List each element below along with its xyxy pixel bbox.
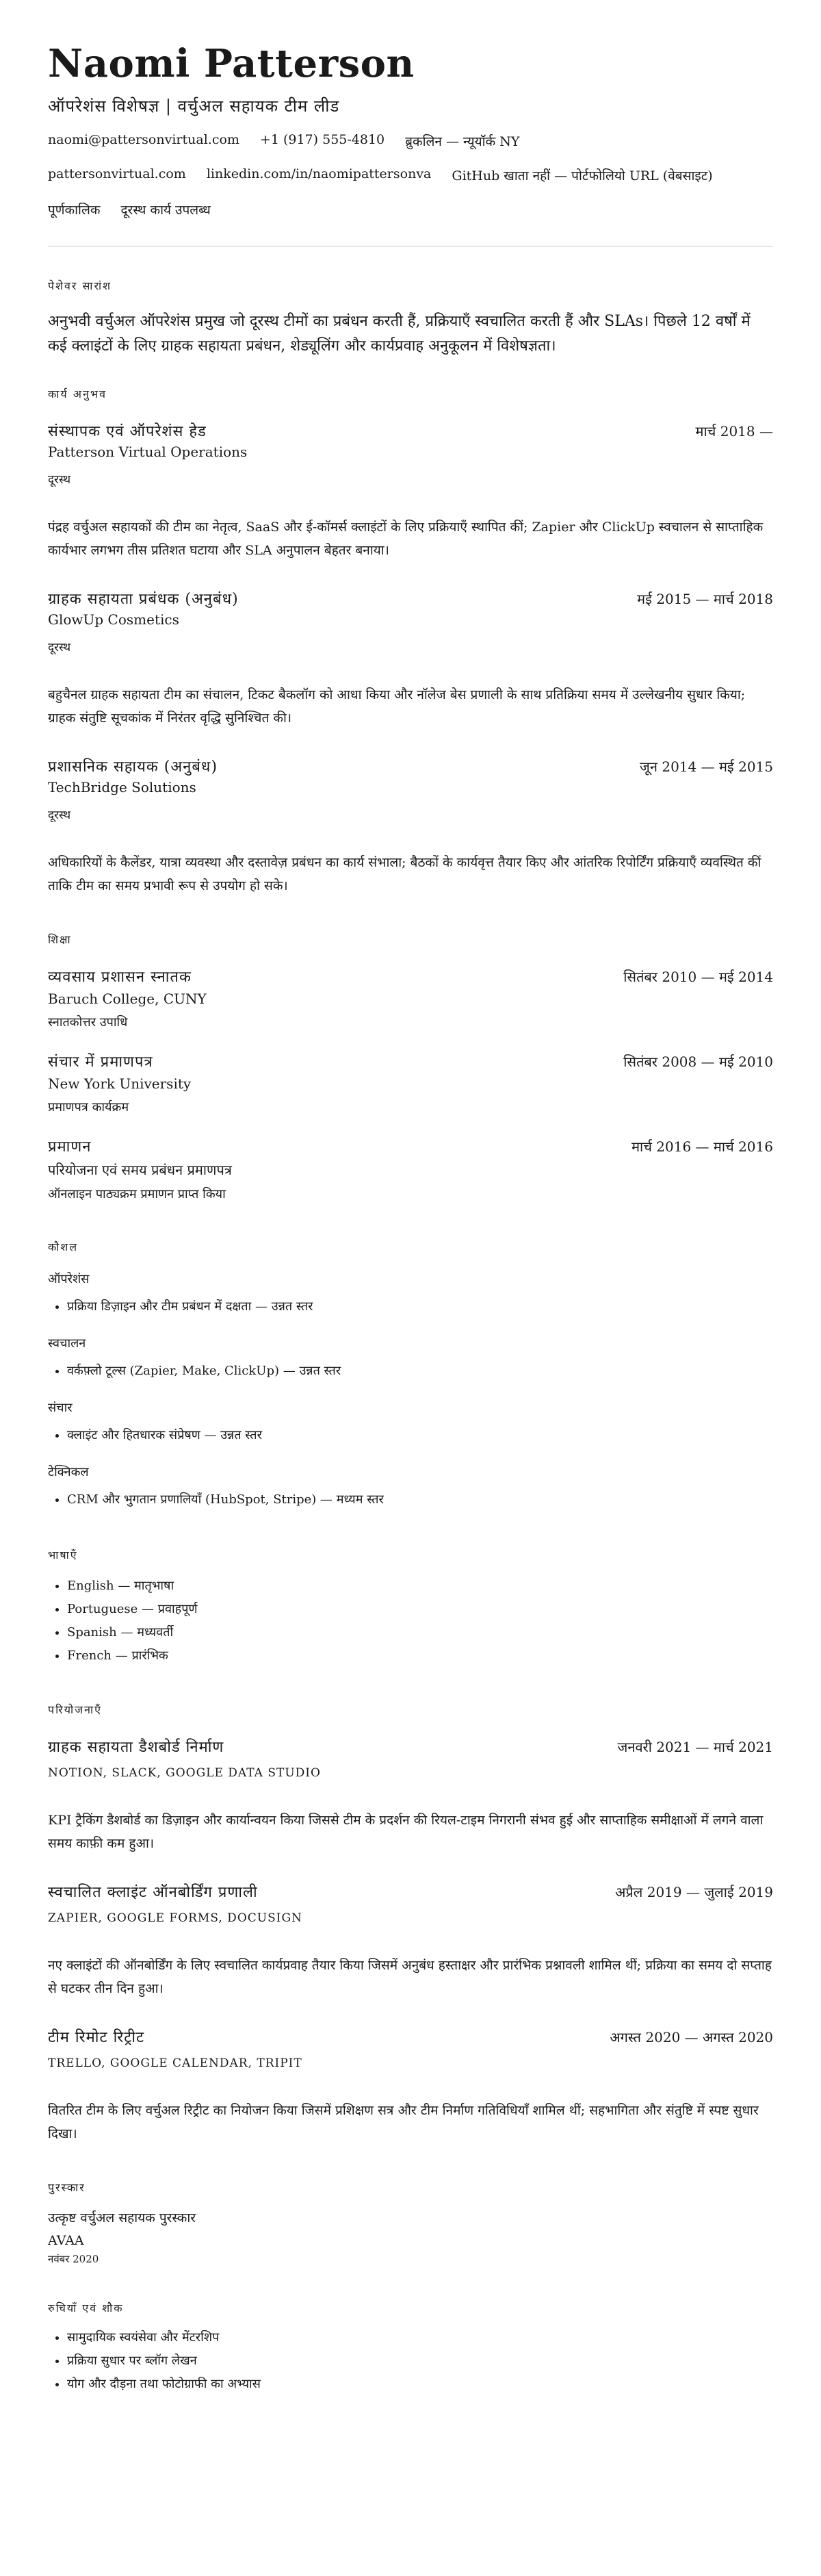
- skills-heading: कौशल: [48, 1240, 79, 1253]
- education-title: संचार में प्रमाणपत्र: [48, 1054, 153, 1071]
- summary-heading: पेशेवर सारांश: [48, 279, 112, 292]
- job-title: प्रशासनिक सहायक (अनुबंध): [48, 758, 218, 776]
- skill-item: • वर्कफ़्लो टूल्स (Zapier, Make, ClickUp) — उन्नत स्तर: [67, 1360, 773, 1383]
- phone-number: +1 (917) 555-4810: [259, 132, 385, 147]
- project-entry: [48, 2026, 773, 2145]
- education-entry: [48, 1051, 773, 1115]
- education-institution: परियोजना एवं समय प्रबंधन प्रमाणपत्र: [48, 1162, 232, 1178]
- projects-heading: परियोजनाएँ: [48, 1703, 102, 1716]
- language-item: • Spanish — मध्यवर्ती: [67, 1621, 773, 1644]
- job-entry: [48, 420, 773, 562]
- experience-heading: कार्य अनुभव: [48, 387, 107, 400]
- job-company: TechBridge Solutions: [48, 779, 196, 795]
- project-tools: NOTION, SLACK, GOOGLE DATA STUDIO: [48, 1766, 321, 1780]
- skill-item: • प्रक्रिया डिज़ाइन और टीम प्रबंधन में दक्षता — उन्नत स्तर: [67, 1295, 773, 1318]
- candidate-name: Naomi Patterson: [48, 41, 415, 86]
- project-entry: [48, 1881, 773, 2000]
- remote-availability: दूरस्थ कार्य उपलब्ध: [120, 203, 211, 218]
- education-dates: मार्च 2016 — मार्च 2016: [631, 1138, 773, 1155]
- job-description: पंद्रह वर्चुअल सहायकों की टीम का नेतृत्व, SaaS और ई-कॉमर्स क्लाइंटों के लिए प्रक्रियाएँ स्थापित कीं; Zapier और ClickUp स्वचालन से साप्ताहिक कार्यभार लगभग तीस प्रतिशत घटाया और SLA अनुपालन बेहतर बनाया।: [48, 520, 764, 558]
- linkedin-link[interactable]: linkedin.com/in/naomipattersonva: [206, 166, 432, 181]
- skill-group-title: स्वचालन: [48, 1336, 86, 1351]
- interests-heading: रुचियाँ एवं शौक: [48, 2301, 124, 2314]
- skill-group: [48, 1464, 773, 1512]
- contact-row-availability: [48, 201, 773, 218]
- award-entry: [48, 2208, 773, 2266]
- github-note: GitHub खाता नहीं — पोर्टफोलियो URL (वेबसाइट): [452, 168, 713, 183]
- project-description: नए क्लाइंटों की ऑनबोर्डिंग के लिए स्वचालित कार्यप्रवाह तैयार किया जिसमें अनुबंध हस्ताक्षर और प्रारंभिक प्रश्नावली शामिल थीं; प्रक्रिया का समय दो सप्ताह से घटकर तीन दिन हुआ।: [48, 1958, 772, 1996]
- job-location: दूरस्थ: [48, 641, 71, 654]
- job-dates: जून 2014 — मई 2015: [640, 758, 773, 775]
- skill-group: [48, 1335, 773, 1383]
- job-dates: मार्च 2018 —: [695, 423, 773, 439]
- project-dates: जनवरी 2021 — मार्च 2021: [617, 1739, 773, 1755]
- awards-heading: पुरस्कार: [48, 2181, 86, 2194]
- education-entry: [48, 966, 773, 1030]
- skill-group-title: संचार: [48, 1401, 73, 1415]
- education-title: प्रमाणन: [48, 1138, 92, 1156]
- project-title: ग्राहक सहायता डैशबोर्ड निर्माण: [48, 1739, 224, 1756]
- award-title: उत्कृष्ट वर्चुअल सहायक पुरस्कार: [48, 2210, 196, 2226]
- job-description: बहुचैनल ग्राहक सहायता टीम का संचालन, टिकट बैकलॉग को आधा किया और नॉलेज बेस प्रणाली के साथ प्रतिक्रिया समय में उल्लेखनीय सुधार किया; ग्राहक संतुष्टि सूचकांक में निरंतर वृद्धि सुनिश्चित की।: [48, 687, 746, 726]
- employment-type: पूर्णकालिक: [48, 203, 101, 218]
- candidate-headline: ऑपरेशंस विशेषज्ञ | वर्चुअल सहायक टीम लीड: [48, 97, 340, 116]
- education-institution: New York University: [48, 1075, 192, 1092]
- skill-group-title: टेक्निकल: [48, 1465, 89, 1479]
- project-tools: TRELLO, GOOGLE CALENDAR, TRIPIT: [48, 2056, 302, 2070]
- interest-item: • प्रक्रिया सुधार पर ब्लॉग लेखन: [67, 2349, 773, 2373]
- education-degree: प्रमाणपत्र कार्यक्रम: [48, 1100, 129, 1114]
- award-organization: AVAA: [48, 2233, 84, 2248]
- job-company: GlowUp Cosmetics: [48, 611, 179, 628]
- skill-item: • CRM और भुगतान प्रणालियाँ (HubSpot, Stripe) — मध्यम स्तर: [67, 1488, 773, 1512]
- job-company: Patterson Virtual Operations: [48, 444, 248, 460]
- location-text: ब्रुकलिन — न्यूयॉर्क NY: [405, 134, 520, 149]
- project-dates: अप्रैल 2019 — जुलाई 2019: [615, 1884, 773, 1900]
- project-title: स्वचालित क्लाइंट ऑनबोर्डिंग प्रणाली: [48, 1884, 258, 1901]
- project-description: KPI ट्रैकिंग डैशबोर्ड का डिज़ाइन और कार्यान्वयन किया जिससे टीम के प्रदर्शन की रियल-टाइम निगरानी संभव हुई और साप्ताहिक समीक्षाओं में लगने वाला समय काफ़ी कम हुआ।: [48, 1813, 764, 1851]
- language-item: • English — मातृभाषा: [67, 1574, 773, 1598]
- job-location: दूरस्थ: [48, 808, 71, 822]
- education-dates: सितंबर 2010 — मई 2014: [623, 969, 773, 985]
- job-entry: [48, 588, 773, 730]
- website-link[interactable]: pattersonvirtual.com: [48, 166, 186, 181]
- project-dates: अगस्त 2020 — अगस्त 2020: [610, 2029, 773, 2045]
- language-item: • French — प्रारंभिक: [67, 1644, 773, 1668]
- job-title: ग्राहक सहायता प्रबंधक (अनुबंध): [48, 591, 239, 608]
- skill-group: [48, 1271, 773, 1318]
- education-dates: सितंबर 2008 — मई 2010: [623, 1054, 773, 1070]
- interest-item: • योग और दौड़ना तथा फोटोग्राफी का अभ्यास: [67, 2373, 773, 2396]
- project-tools: ZAPIER, GOOGLE FORMS, DOCUSIGN: [48, 1911, 302, 1925]
- languages-heading: भाषाएँ: [48, 1548, 78, 1561]
- award-date: नवंबर 2020: [48, 2253, 99, 2265]
- education-degree: स्नातकोत्तर उपाधि: [48, 1015, 128, 1030]
- project-title: टीम रिमोट रिट्रीट: [48, 2029, 145, 2046]
- skill-group: [48, 1399, 773, 1447]
- contact-row-primary: [48, 132, 773, 150]
- job-title: संस्थापक एवं ऑपरेशंस हेड: [48, 423, 207, 440]
- education-entry: [48, 1136, 773, 1202]
- summary-text: अनुभवी वर्चुअल ऑपरेशंस प्रमुख जो दूरस्थ टीमों का प्रबंधन करती हैं, प्रक्रियाएँ स्वचालित करती हैं और SLAs। पिछले 12 वर्षों में कई क्लाइंटों के लिए ग्राहक सहायता प्रबंधन, शेड्यूलिंग और कार्यप्रवाह अनुकूलन में विशेषज्ञता।: [48, 313, 751, 355]
- education-institution: Baruch College, CUNY: [48, 991, 207, 1007]
- email-link[interactable]: naomi@pattersonvirtual.com: [48, 132, 239, 147]
- language-item: • Portuguese — प्रवाहपूर्ण: [67, 1598, 773, 1621]
- interest-item: • सामुदायिक स्वयंसेवा और मेंटरशिप: [67, 2326, 773, 2349]
- project-description: वितरित टीम के लिए वर्चुअल रिट्रीट का नियोजन किया जिसमें प्रशिक्षण सत्र और टीम निर्माण गतिविधियाँ शामिल थीं; सहभागिता और संतुष्टि में स्पष्ट सुधार दिखा।: [48, 2103, 759, 2141]
- job-entry: [48, 756, 773, 897]
- job-description: अधिकारियों के कैलेंडर, यात्रा व्यवस्था और दस्तावेज़ प्रबंधन का कार्य संभाला; बैठकों के कार्यवृत्त तैयार किए और आंतरिक रिपोर्टिंग प्रक्रियाएँ व्यवस्थित कीं ताकि टीम का समय प्रभावी रूप से उपयोग हो सके।: [48, 855, 761, 893]
- skill-item: • क्लाइंट और हितधारक संप्रेषण — उन्नत स्तर: [67, 1424, 773, 1447]
- education-degree: ऑनलाइन पाठ्यक्रम प्रमाणन प्राप्त किया: [48, 1187, 226, 1201]
- job-dates: मई 2015 — मार्च 2018: [637, 591, 773, 607]
- contact-row-links: [48, 166, 773, 184]
- education-heading: शिक्षा: [48, 933, 72, 946]
- skill-group-title: ऑपरेशंस: [48, 1272, 90, 1286]
- project-entry: [48, 1736, 773, 1855]
- job-location: दूरस्थ: [48, 473, 71, 487]
- education-title: व्यवसाय प्रशासन स्नातक: [48, 969, 192, 986]
